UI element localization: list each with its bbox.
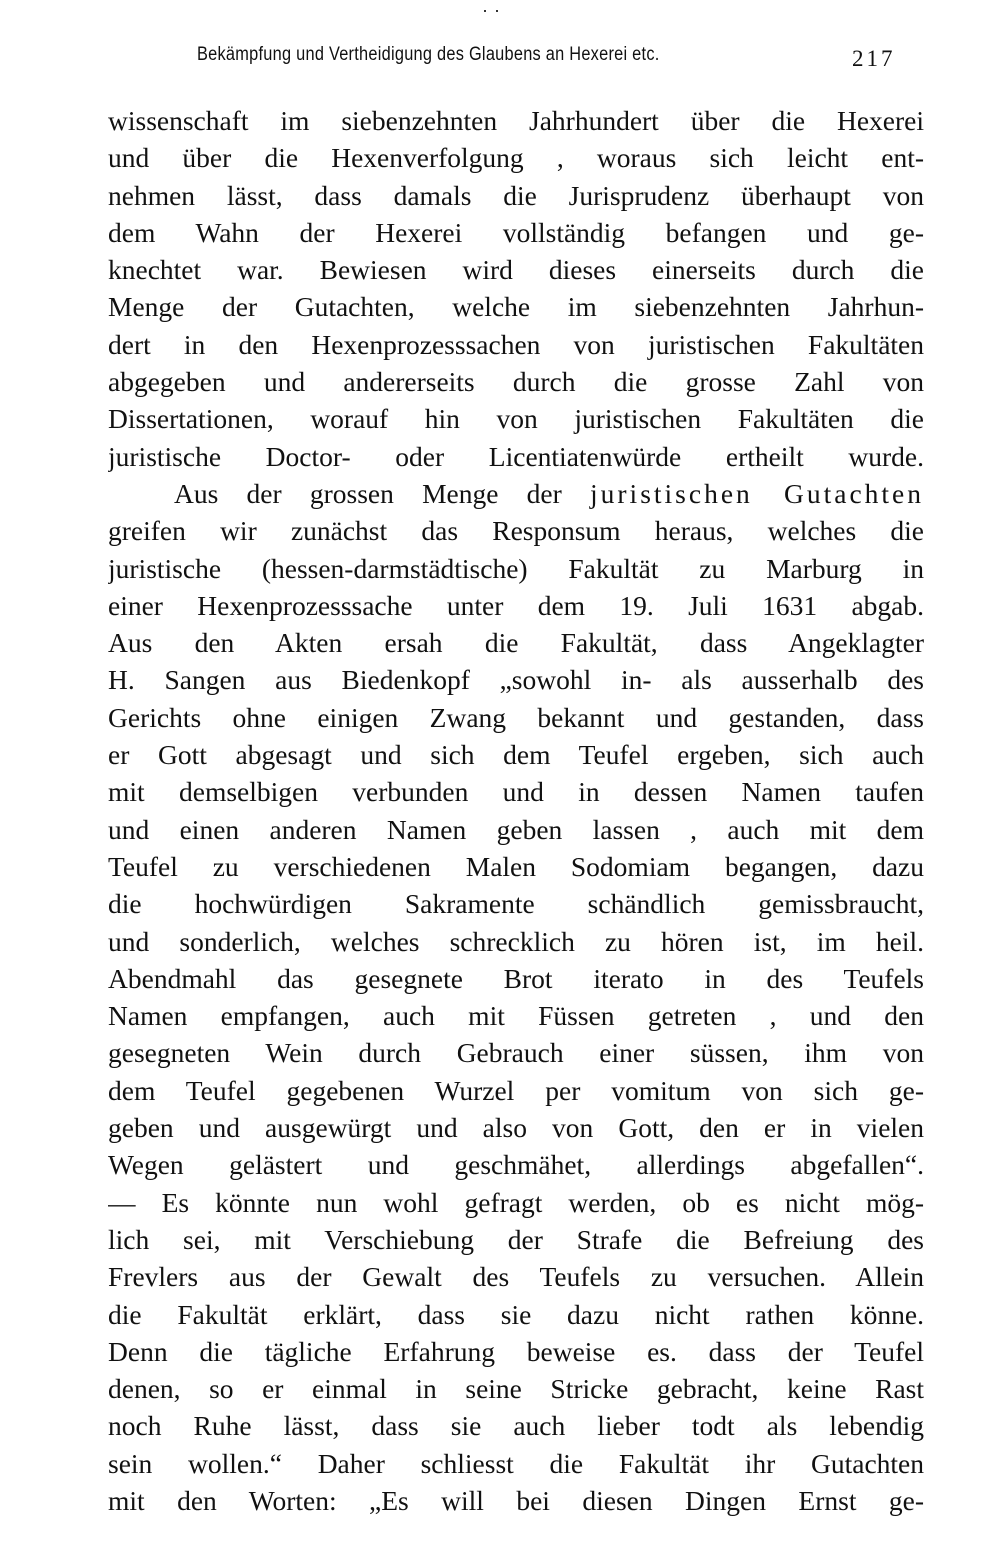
text-line: Aus den Akten ersah die Fakultät, dass Angeklagter	[108, 627, 924, 659]
line-text: Aus der grossen Menge der	[174, 477, 590, 509]
text-line: Frevlers aus der Gewalt des Teufels zu versuchen. Allein	[108, 1261, 924, 1293]
scan-specks	[484, 10, 504, 14]
text-line: noch Ruhe lässt, dass sie auch lieber todt als lebendig	[108, 1410, 924, 1442]
text-line: mit demselbigen verbunden und in dessen Namen taufen	[108, 776, 924, 808]
text-line: und über die Hexenverfolgung , woraus sich leicht ent-	[108, 142, 924, 174]
scan-speck	[484, 10, 486, 12]
text-line: abgegeben und andererseits durch die grosse Zahl von	[108, 366, 924, 398]
spaced-emphasis: juristischen Gutachten	[590, 477, 924, 509]
text-line: er Gott abgesagt und sich dem Teufel ergeben, sich auch	[108, 739, 924, 771]
text-line: gesegneten Wein durch Gebrauch einer süssen, ihm von	[108, 1037, 924, 1069]
page-header	[197, 38, 937, 74]
text-line: die Fakultät erklärt, dass sie dazu nicht rathen könne.	[108, 1298, 924, 1330]
running-title: Bekämpfung und Vertheidigung des Glaubens an Hexerei etc.	[197, 44, 660, 65]
page-number: 217	[852, 46, 896, 71]
text-line: Denn die tägliche Erfahrung beweise es. dass der Teufel	[108, 1335, 924, 1367]
text-line: lich sei, mit Verschiebung der Strafe die Befreiung des	[108, 1223, 924, 1255]
text-line: Teufel zu verschiedenen Malen Sodomiam begangen, dazu	[108, 850, 924, 882]
text-line: wissenschaft im siebenzehnten Jahrhundert über die Hexerei	[108, 105, 924, 136]
text-line: Abendmahl das gesegnete Brot iterato in des Teufels	[108, 962, 924, 994]
text-line: nehmen lässt, dass damals die Jurisprudenz überhaupt von	[108, 179, 924, 211]
text-line: knechtet war. Bewiesen wird dieses einerseits durch die	[108, 254, 924, 286]
text-line: dem Wahn der Hexerei vollständig befangen und ge-	[108, 216, 924, 248]
text-line: und einen anderen Namen geben lassen , auch mit dem	[108, 813, 924, 845]
text-line: greifen wir zunächst das Responsum heraus, welches die	[108, 515, 924, 547]
text-line: und sonderlich, welches schrecklich zu hören ist, im heil.	[108, 925, 924, 957]
text-line: juristische Doctor- oder Licentiatenwürde ertheilt wurde.	[108, 440, 924, 472]
text-line: denen, so er einmal in seine Stricke gebracht, keine Rast	[108, 1373, 924, 1405]
text-line: dem Teufel gegebenen Wurzel per vomitum von sich ge-	[108, 1074, 924, 1106]
text-line: — Es könnte nun wohl gefragt werden, ob es nicht mög-	[108, 1186, 924, 1218]
text-line: Gerichts ohne einigen Zwang bekannt und gestanden, dass	[108, 701, 924, 733]
text-line: die hochwürdigen Sakramente schändlich gemissbraucht,	[108, 888, 924, 920]
scan-speck	[496, 10, 498, 12]
body-text	[108, 102, 924, 1519]
text-line: einer Hexenprozesssache unter dem 19. Juli 1631 abgab.	[108, 589, 924, 621]
text-line: juristische (hessen-darmstädtische) Fakultät zu Marburg in	[108, 552, 924, 584]
text-line: Wegen gelästert und geschmähet, allerdings abgefallen“.	[108, 1149, 924, 1181]
text-line: mit den Worten: „Es will bei diesen Dingen Ernst ge-	[108, 1484, 924, 1516]
text-line: Menge der Gutachten, welche im siebenzehnten Jahrhun-	[108, 291, 924, 323]
text-line: dert in den Hexenprozesssachen von juristischen Fakultäten	[108, 328, 924, 360]
paragraph-start-line	[108, 475, 924, 512]
text-line: Dissertationen, worauf hin von juristischen Fakultäten die	[108, 403, 924, 435]
text-line: sein wollen.“ Daher schliesst die Fakultät ihr Gutachten	[108, 1447, 924, 1479]
text-line: H. Sangen aus Biedenkopf „sowohl in- als ausserhalb des	[108, 664, 924, 696]
text-line: Namen empfangen, auch mit Füssen getreten , und den	[108, 1000, 924, 1032]
text-line: geben und ausgewürgt und also von Gott, den er in vielen	[108, 1112, 924, 1144]
